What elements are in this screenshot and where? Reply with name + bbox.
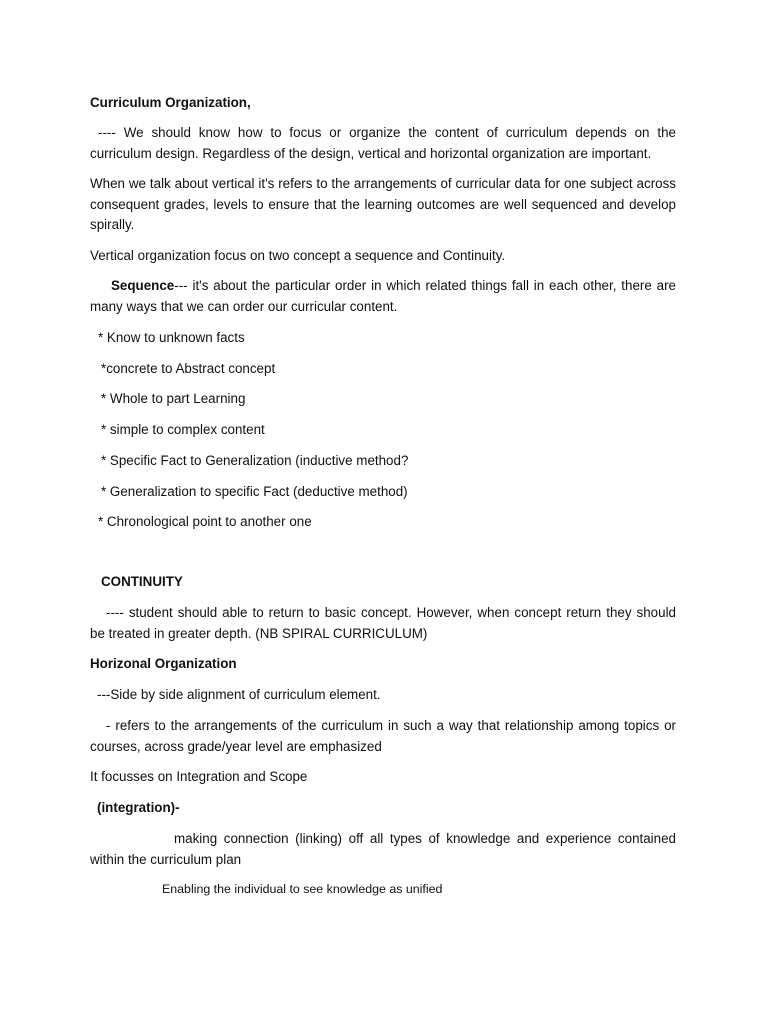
horizontal-line-2: - refers to the arrangements of the curriculum in such a way that relationship among topics or courses, across grade/year level are emphasized — [90, 718, 676, 754]
vertical-paragraph: When we talk about vertical it's refers to the arrangements of curricular data for one subject across consequent grades, levels to ensure that the learning outcomes are well sequenced and develop spirally. — [90, 176, 676, 232]
enabling-line: Enabling the individual to see knowledge as unified — [162, 882, 443, 896]
horizontal-heading: Horizonal Organization — [90, 656, 237, 671]
integration-heading: (integration)- — [97, 800, 180, 815]
sequence-item-1: * Know to unknown facts — [98, 330, 245, 345]
sequence-item-2: *concrete to Abstract concept — [101, 361, 276, 376]
sequence-paragraph — [90, 276, 676, 317]
sequence-item-5: * Specific Fact to Generalization (inductive method? — [101, 453, 409, 468]
sequence-text: --- it's about the particular order in which related things fall in each other, there are many ways that we can order our curricular content. — [90, 278, 676, 314]
continuity-paragraph: ---- student should able to return to basic concept. However, when concept return they should be treated in greater depth. (NB SPIRAL CURRICULUM) — [90, 605, 676, 641]
sequence-item-7: * Chronological point to another one — [98, 514, 312, 529]
sequence-label: Sequence — [111, 278, 175, 293]
sequence-item-6: * Generalization to specific Fact (deductive method) — [101, 484, 408, 499]
document-title: Curriculum Organization, — [90, 95, 251, 110]
vertical-focus-line: Vertical organization focus on two concept a sequence and Continuity. — [90, 248, 506, 263]
sequence-item-3: * Whole to part Learning — [101, 391, 246, 406]
intro-paragraph: ---- We should know how to focus or organize the content of curriculum depends on the curriculum design. Regardless of the design, vertical and horizontal organization are important. — [90, 125, 676, 161]
focusses-line: It focusses on Integration and Scope — [90, 769, 308, 784]
sequence-item-4: * simple to complex content — [101, 422, 265, 437]
continuity-heading: CONTINUITY — [101, 574, 183, 589]
horizontal-line-1: ---Side by side alignment of curriculum element. — [97, 687, 381, 702]
integration-paragraph: making connection (linking) off all types of knowledge and experience contained within the curriculum plan — [90, 831, 676, 867]
